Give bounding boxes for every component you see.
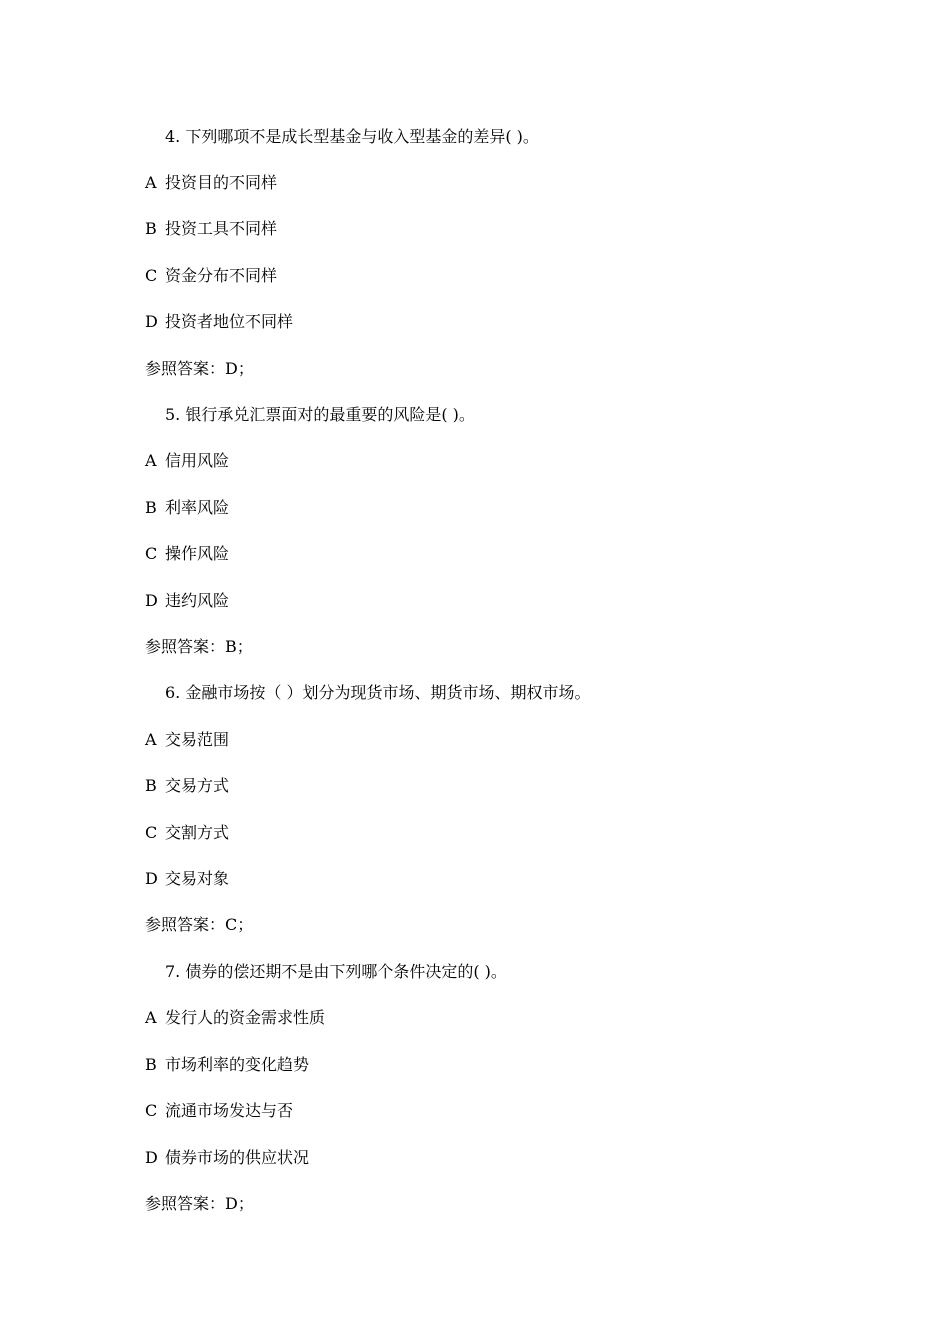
option-item	[145, 544, 229, 564]
option-text: 投资目的不同样	[165, 173, 278, 192]
question-stem: 5. 银行承兑汇票面对的最重要的风险是( )。	[165, 405, 475, 424]
option-letter: B	[145, 498, 157, 517]
option-item	[145, 451, 229, 471]
question-stem: 6. 金融市场按（ ）划分为现货市场、期货市场、期权市场。	[165, 683, 591, 702]
option-text: 资金分布不同样	[165, 266, 278, 285]
option-item	[145, 869, 229, 889]
option-text: 操作风险	[165, 544, 230, 563]
option-letter: B	[145, 1055, 157, 1074]
option-letter: D	[145, 312, 158, 331]
answer-line: 参照答案：D；	[145, 359, 254, 378]
answer-line: 参照答案：D；	[145, 1194, 254, 1213]
option-letter: D	[145, 869, 158, 888]
option-letter: B	[145, 776, 157, 795]
option-item	[145, 1101, 293, 1121]
option-letter: A	[145, 1008, 157, 1027]
option-text: 交易方式	[165, 776, 230, 795]
option-letter: D	[145, 591, 158, 610]
option-item	[145, 1055, 309, 1075]
option-text: 投资者地位不同样	[165, 312, 294, 331]
option-text: 信用风险	[165, 451, 230, 470]
option-item	[145, 1008, 325, 1028]
option-item	[145, 730, 229, 750]
option-item	[145, 312, 293, 332]
option-letter: A	[145, 730, 157, 749]
option-text: 交易范围	[165, 730, 230, 749]
option-item	[145, 266, 277, 286]
option-letter: C	[145, 823, 158, 842]
option-text: 违约风险	[165, 591, 230, 610]
option-text: 流通市场发达与否	[165, 1101, 294, 1120]
option-item	[145, 219, 277, 239]
option-text: 交易对象	[165, 869, 230, 888]
option-item	[145, 591, 229, 611]
option-letter: C	[145, 1101, 158, 1120]
option-item	[145, 823, 229, 843]
option-text: 市场利率的变化趋势	[165, 1055, 310, 1074]
option-item	[145, 1148, 309, 1168]
option-letter: C	[145, 544, 158, 563]
option-letter: B	[145, 219, 157, 238]
option-letter: D	[145, 1148, 158, 1167]
option-item	[145, 173, 277, 193]
option-letter: A	[145, 173, 157, 192]
question-stem: 4. 下列哪项不是成长型基金与收入型基金的差异( )。	[165, 127, 539, 146]
option-item	[145, 498, 229, 518]
option-letter: C	[145, 266, 158, 285]
answer-line: 参照答案：B；	[145, 637, 253, 656]
option-text: 债券市场的供应状况	[165, 1148, 310, 1167]
option-text: 投资工具不同样	[165, 219, 278, 238]
question-stem: 7. 债券的偿还期不是由下列哪个条件决定的( )。	[165, 962, 507, 981]
option-text: 发行人的资金需求性质	[165, 1008, 326, 1027]
option-item	[145, 776, 229, 796]
option-text: 交割方式	[165, 823, 230, 842]
answer-line: 参照答案：C；	[145, 915, 254, 934]
option-text: 利率风险	[165, 498, 230, 517]
option-letter: A	[145, 451, 157, 470]
